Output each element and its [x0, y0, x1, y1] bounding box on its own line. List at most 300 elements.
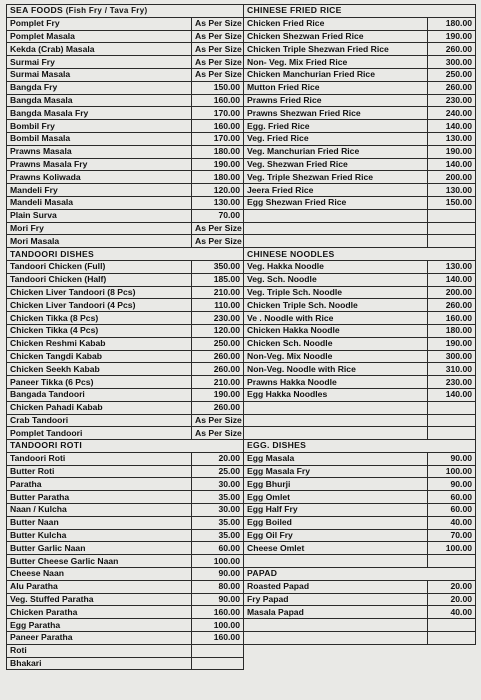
menu-item-price: 180.00 — [428, 324, 476, 337]
menu-item-row — [7, 580, 244, 593]
menu-item-name: Veg. Fried Rice — [244, 132, 428, 145]
menu-item-row — [244, 299, 476, 312]
menu-item-price — [192, 644, 244, 657]
menu-item-price: 160.00 — [192, 632, 244, 645]
menu-item-name: Bangada Tandoori — [7, 388, 192, 401]
blank-cell — [428, 222, 476, 235]
menu-item-row — [7, 388, 244, 401]
menu-item-row — [244, 542, 476, 555]
menu-item-price — [192, 657, 244, 670]
menu-item-name: Chicken Triple Sch. Noodle — [244, 299, 428, 312]
menu-item-price: 150.00 — [192, 81, 244, 94]
menu-item-row — [244, 68, 476, 81]
menu-item-price: 90.00 — [192, 568, 244, 581]
menu-item-row — [244, 81, 476, 94]
menu-item-price: 90.00 — [428, 452, 476, 465]
menu-item-row — [7, 414, 244, 427]
menu-item-name: Mandeli Fry — [7, 184, 192, 197]
menu-item-price: 20.00 — [192, 452, 244, 465]
menu-item-price: 170.00 — [192, 132, 244, 145]
menu-item-price: 140.00 — [428, 158, 476, 171]
tandoori-dishes-header-row — [7, 248, 244, 261]
blank-cell — [244, 555, 428, 568]
menu-item-price: 160.00 — [192, 94, 244, 107]
menu-item-name: Butter Naan — [7, 516, 192, 529]
menu-item-name: Bangda Masala — [7, 94, 192, 107]
menu-item-name: Egg Bhurji — [244, 478, 428, 491]
seafoods-heading — [7, 5, 244, 18]
menu-item-price: 60.00 — [192, 542, 244, 555]
blank-row — [244, 209, 476, 222]
menu-item-row — [7, 17, 244, 30]
menu-item-price: 190.00 — [428, 145, 476, 158]
menu-item-price: 80.00 — [192, 580, 244, 593]
menu-item-price: 160.00 — [428, 312, 476, 325]
menu-item-name: Butter Roti — [7, 465, 192, 478]
menu-item-row — [244, 363, 476, 376]
menu-item-price: 350.00 — [192, 260, 244, 273]
menu-item-row — [7, 30, 244, 43]
menu-item-name: Naan / Kulcha — [7, 504, 192, 517]
menu-item-name: Prawns Fried Rice — [244, 94, 428, 107]
blank-row — [244, 555, 476, 568]
blank-cell — [244, 414, 428, 427]
menu-item-name: Surmai Masala — [7, 68, 192, 81]
menu-item-name: Chicken Liver Tandoori (4 Pcs) — [7, 299, 192, 312]
menu-item-row — [244, 478, 476, 491]
menu-item-name: Cheese Omlet — [244, 542, 428, 555]
menu-item-price: 310.00 — [428, 363, 476, 376]
menu-item-price: 250.00 — [428, 68, 476, 81]
menu-item-price: 30.00 — [192, 504, 244, 517]
menu-item-row — [7, 222, 244, 235]
papad-header-row — [244, 568, 476, 581]
menu-item-name: Veg. Manchurian Fried Rice — [244, 145, 428, 158]
menu-item-row — [7, 120, 244, 133]
menu-item-name: Chicken Triple Shezwan Fried Rice — [244, 43, 428, 56]
menu-item-name: Crab Tandoori — [7, 414, 192, 427]
menu-item-row — [7, 184, 244, 197]
menu-item-row — [244, 516, 476, 529]
egg-dishes-title: EGG. DISHES — [247, 440, 307, 451]
blank-cell — [244, 235, 428, 248]
menu-item-name: Prawns Masala Fry — [7, 158, 192, 171]
menu-item-name: Veg. Sch. Noodle — [244, 273, 428, 286]
menu-item-row — [7, 337, 244, 350]
menu-item-price: 260.00 — [428, 299, 476, 312]
menu-item-price: 250.00 — [192, 337, 244, 350]
menu-item-row — [244, 337, 476, 350]
menu-item-price: 100.00 — [428, 465, 476, 478]
menu-item-price: 210.00 — [192, 286, 244, 299]
menu-item-name: Pomplet Masala — [7, 30, 192, 43]
menu-item-price: 190.00 — [428, 30, 476, 43]
menu-item-name: Egg Paratha — [7, 619, 192, 632]
left-column — [6, 4, 243, 670]
menu-item-row — [7, 376, 244, 389]
menu-item-row — [244, 171, 476, 184]
menu-item-row — [244, 580, 476, 593]
menu-item-price: 300.00 — [428, 56, 476, 69]
menu-item-row — [7, 657, 244, 670]
seafoods-subtitle: (Fish Fry / Tava Fry) — [65, 6, 148, 16]
menu-item-name: Chicken Tikka (4 Pcs) — [7, 324, 192, 337]
menu-item-price: As Per Size — [192, 68, 244, 81]
tandoori-roti-header-row — [7, 440, 244, 453]
menu-item-row — [244, 184, 476, 197]
menu-item-name: Chicken Hakka Noodle — [244, 324, 428, 337]
menu-item-row — [7, 504, 244, 517]
menu-item-name: Roti — [7, 644, 192, 657]
menu-item-price: 70.00 — [428, 529, 476, 542]
menu-item-name: Egg Half Fry — [244, 504, 428, 517]
menu-item-name: Bhakari — [7, 657, 192, 670]
menu-item-row — [7, 632, 244, 645]
menu-item-name: Prawns Koliwada — [7, 171, 192, 184]
blank-row — [244, 414, 476, 427]
menu-item-name: Ve . Noodle with Rice — [244, 312, 428, 325]
menu-item-price: 40.00 — [428, 606, 476, 619]
menu-item-row — [244, 491, 476, 504]
menu-item-name: Chicken Pahadi Kabab — [7, 401, 192, 414]
blank-cell — [428, 235, 476, 248]
menu-item-price: 150.00 — [428, 196, 476, 209]
blank-cell — [428, 619, 476, 632]
menu-item-price: As Per Size — [192, 427, 244, 440]
right-menu-table — [243, 4, 476, 645]
menu-item-row — [7, 555, 244, 568]
menu-item-price: As Per Size — [192, 414, 244, 427]
menu-item-row — [7, 260, 244, 273]
menu-item-price: 260.00 — [192, 363, 244, 376]
menu-item-name: Fry Papad — [244, 593, 428, 606]
blank-cell — [244, 222, 428, 235]
menu-item-row — [244, 145, 476, 158]
menu-item-name: Butter Kulcha — [7, 529, 192, 542]
menu-item-row — [7, 68, 244, 81]
menu-item-price: 110.00 — [192, 299, 244, 312]
menu-item-name: Mutton Fried Rice — [244, 81, 428, 94]
menu-item-name: Plain Surva — [7, 209, 192, 222]
egg-dishes-header-row — [244, 440, 476, 453]
menu-item-row — [244, 132, 476, 145]
menu-item-row — [244, 286, 476, 299]
menu-item-price: 160.00 — [192, 120, 244, 133]
menu-item-row — [244, 452, 476, 465]
egg-dishes-heading — [244, 440, 476, 453]
menu-item-name: Cheese Naan — [7, 568, 192, 581]
chinese-rice-heading — [244, 5, 476, 18]
menu-item-name: Bombil Masala — [7, 132, 192, 145]
menu-item-row — [7, 94, 244, 107]
menu-item-row — [244, 17, 476, 30]
menu-item-price: As Per Size — [192, 43, 244, 56]
menu-item-price: 190.00 — [192, 158, 244, 171]
blank-cell — [428, 209, 476, 222]
menu-item-row — [7, 43, 244, 56]
menu-item-price: 35.00 — [192, 529, 244, 542]
menu-item-row — [7, 491, 244, 504]
blank-row — [244, 401, 476, 414]
menu-item-row — [7, 401, 244, 414]
menu-item-price: 260.00 — [428, 81, 476, 94]
menu-item-price: 140.00 — [428, 120, 476, 133]
menu-item-name: Chicken Liver Tandoori (8 Pcs) — [7, 286, 192, 299]
menu-item-name: Veg. Shezwan Fried Rice — [244, 158, 428, 171]
blank-cell — [428, 632, 476, 645]
blank-cell — [428, 555, 476, 568]
menu-item-row — [7, 568, 244, 581]
menu-item-price: As Per Size — [192, 56, 244, 69]
tandoori-dishes-heading — [7, 248, 244, 261]
menu-item-price: As Per Size — [192, 30, 244, 43]
menu-item-price: 120.00 — [192, 324, 244, 337]
menu-item-row — [7, 145, 244, 158]
menu-item-row — [7, 593, 244, 606]
menu-item-row — [7, 465, 244, 478]
menu-item-name: Chicken Shezwan Fried Rice — [244, 30, 428, 43]
menu-item-row — [244, 94, 476, 107]
menu-item-row — [7, 606, 244, 619]
menu-item-price: 60.00 — [428, 504, 476, 517]
menu-item-name: Pomplet Fry — [7, 17, 192, 30]
menu-item-name: Egg. Fried Rice — [244, 120, 428, 133]
seafoods-header-row — [7, 5, 244, 18]
menu-item-price: 200.00 — [428, 171, 476, 184]
blank-row — [244, 632, 476, 645]
menu-item-name: Veg. Stuffed Paratha — [7, 593, 192, 606]
menu-item-name: Chicken Reshmi Kabab — [7, 337, 192, 350]
menu-item-row — [7, 171, 244, 184]
menu-item-name: Surmai Fry — [7, 56, 192, 69]
menu-item-name: Butter Cheese Garlic Naan — [7, 555, 192, 568]
menu-item-row — [7, 363, 244, 376]
menu-item-name: Paneer Paratha — [7, 632, 192, 645]
menu-item-row — [244, 376, 476, 389]
blank-row — [244, 427, 476, 440]
menu-item-row — [244, 465, 476, 478]
menu-item-name: Chicken Manchurian Fried Rice — [244, 68, 428, 81]
menu-item-row — [244, 324, 476, 337]
menu-item-price: 200.00 — [428, 286, 476, 299]
menu-item-name: Egg Omlet — [244, 491, 428, 504]
menu-item-price: 180.00 — [192, 171, 244, 184]
menu-item-name: Mori Masala — [7, 235, 192, 248]
menu-item-price: 260.00 — [428, 43, 476, 56]
menu-item-name: Egg Hakka Noodles — [244, 388, 428, 401]
menu-item-price: 100.00 — [192, 555, 244, 568]
menu-item-price: 180.00 — [428, 17, 476, 30]
menu-item-name: Veg. Triple Sch. Noodle — [244, 286, 428, 299]
menu-item-name: Paneer Tikka (6 Pcs) — [7, 376, 192, 389]
menu-item-name: Egg Shezwan Fried Rice — [244, 196, 428, 209]
menu-item-price: 35.00 — [192, 491, 244, 504]
chinese-noodles-title: CHINESE NOODLES — [247, 248, 335, 259]
menu-item-row — [7, 350, 244, 363]
menu-item-name: Masala Papad — [244, 606, 428, 619]
blank-cell — [244, 619, 428, 632]
menu-item-row — [244, 56, 476, 69]
menu-item-name: Non-Veg. Mix Noodle — [244, 350, 428, 363]
menu-item-name: Mandeli Masala — [7, 196, 192, 209]
menu-item-name: Egg Boiled — [244, 516, 428, 529]
menu-item-name: Prawns Shezwan Fried Rice — [244, 107, 428, 120]
menu-item-row — [244, 593, 476, 606]
papad-title: PAPAD — [247, 568, 278, 579]
menu-item-name: Bangda Fry — [7, 81, 192, 94]
menu-item-row — [7, 209, 244, 222]
blank-cell — [244, 632, 428, 645]
menu-item-row — [7, 312, 244, 325]
menu-item-name: Veg. Hakka Noodle — [244, 260, 428, 273]
menu-item-price: 230.00 — [428, 94, 476, 107]
blank-row — [244, 235, 476, 248]
menu-item-price: 90.00 — [428, 478, 476, 491]
menu-item-name: Veg. Triple Shezwan Fried Rice — [244, 171, 428, 184]
menu-item-row — [7, 56, 244, 69]
menu-item-price: 70.00 — [192, 209, 244, 222]
menu-item-price: 20.00 — [428, 580, 476, 593]
menu-item-row — [7, 324, 244, 337]
menu-item-row — [244, 606, 476, 619]
menu-item-name: Bombil Fry — [7, 120, 192, 133]
menu-item-price: As Per Size — [192, 17, 244, 30]
menu-item-price: 120.00 — [192, 184, 244, 197]
menu-item-row — [7, 299, 244, 312]
menu-item-row — [244, 30, 476, 43]
menu-item-price: 230.00 — [192, 312, 244, 325]
menu-item-row — [244, 273, 476, 286]
menu-item-row — [7, 286, 244, 299]
menu-item-row — [7, 619, 244, 632]
menu-item-row — [7, 273, 244, 286]
chinese-rice-title: CHINESE FRIED RICE — [247, 5, 342, 16]
menu-item-price: 300.00 — [428, 350, 476, 363]
menu-item-row — [7, 529, 244, 542]
menu-item-price: 140.00 — [428, 273, 476, 286]
papad-heading — [244, 568, 476, 581]
seafoods-title: SEA FOODS — [10, 5, 63, 16]
menu-item-name: Prawns Masala — [7, 145, 192, 158]
menu-item-row — [7, 132, 244, 145]
blank-cell — [244, 401, 428, 414]
blank-row — [244, 222, 476, 235]
chinese-noodles-header-row — [244, 248, 476, 261]
menu-item-row — [7, 516, 244, 529]
menu-item-price: 230.00 — [428, 376, 476, 389]
menu-item-price: 90.00 — [192, 593, 244, 606]
menu-item-name: Chicken Paratha — [7, 606, 192, 619]
menu-item-price: 40.00 — [428, 516, 476, 529]
menu-item-row — [7, 478, 244, 491]
tandoori-dishes-title: TANDOORI DISHES — [10, 248, 95, 259]
tandoori-roti-heading — [7, 440, 244, 453]
menu-item-price: 25.00 — [192, 465, 244, 478]
menu-item-price: 180.00 — [192, 145, 244, 158]
menu-item-price: 210.00 — [192, 376, 244, 389]
menu-item-row — [7, 427, 244, 440]
menu-item-price: 190.00 — [428, 337, 476, 350]
menu-item-price: 30.00 — [192, 478, 244, 491]
menu-item-price: 130.00 — [428, 184, 476, 197]
menu-item-price: 130.00 — [428, 132, 476, 145]
menu-item-name: Roasted Papad — [244, 580, 428, 593]
menu-item-row — [7, 542, 244, 555]
blank-cell — [428, 414, 476, 427]
chinese-noodles-heading — [244, 248, 476, 261]
menu-item-row — [244, 312, 476, 325]
menu-item-price: 260.00 — [192, 401, 244, 414]
menu-item-name: Chicken Tikka (8 Pcs) — [7, 312, 192, 325]
menu-item-row — [7, 452, 244, 465]
menu-item-name: Non-Veg. Noodle with Rice — [244, 363, 428, 376]
menu-item-name: Egg Oil Fry — [244, 529, 428, 542]
menu-item-price: As Per Size — [192, 235, 244, 248]
menu-item-name: Egg Masala Fry — [244, 465, 428, 478]
menu-item-name: Egg Masala — [244, 452, 428, 465]
menu-item-name: Jeera Fried Rice — [244, 184, 428, 197]
menu-item-name: Kekda (Crab) Masala — [7, 43, 192, 56]
menu-item-price: 190.00 — [192, 388, 244, 401]
blank-cell — [244, 427, 428, 440]
menu-item-row — [244, 260, 476, 273]
menu-item-row — [7, 107, 244, 120]
menu-item-row — [7, 81, 244, 94]
menu-item-name: Tandoori Chicken (Full) — [7, 260, 192, 273]
menu-item-name: Butter Paratha — [7, 491, 192, 504]
menu-item-name: Prawns Hakka Noodle — [244, 376, 428, 389]
blank-cell — [244, 209, 428, 222]
menu-item-row — [7, 196, 244, 209]
menu-item-price: 170.00 — [192, 107, 244, 120]
menu-item-name: Chicken Seekh Kabab — [7, 363, 192, 376]
menu-item-row — [244, 504, 476, 517]
menu-item-name: Chicken Fried Rice — [244, 17, 428, 30]
chinese-rice-header-row — [244, 5, 476, 18]
menu-item-row — [7, 235, 244, 248]
menu-item-price: 185.00 — [192, 273, 244, 286]
menu-item-price: 160.00 — [192, 606, 244, 619]
menu-item-row — [7, 644, 244, 657]
menu-item-row — [244, 43, 476, 56]
menu-item-name: Tandoori Chicken (Half) — [7, 273, 192, 286]
menu-item-name: Chicken Tangdi Kabab — [7, 350, 192, 363]
menu-item-name: Non- Veg. Mix Fried Rice — [244, 56, 428, 69]
menu-item-price: 20.00 — [428, 593, 476, 606]
menu-item-price: 130.00 — [192, 196, 244, 209]
menu-item-name: Alu Paratha — [7, 580, 192, 593]
menu-item-row — [7, 158, 244, 171]
menu-item-name: Pomplet Tandoori — [7, 427, 192, 440]
menu-item-price: 130.00 — [428, 260, 476, 273]
blank-row — [244, 619, 476, 632]
menu-item-row — [244, 158, 476, 171]
menu-item-price: 140.00 — [428, 388, 476, 401]
menu-item-row — [244, 120, 476, 133]
menu-item-price: 260.00 — [192, 350, 244, 363]
menu-item-name: Paratha — [7, 478, 192, 491]
menu-item-price: 35.00 — [192, 516, 244, 529]
menu-item-price: 100.00 — [192, 619, 244, 632]
menu-item-row — [244, 107, 476, 120]
blank-cell — [428, 401, 476, 414]
menu-item-row — [244, 196, 476, 209]
menu-item-price: 100.00 — [428, 542, 476, 555]
menu-item-name: Bangda Masala Fry — [7, 107, 192, 120]
menu-item-price: 60.00 — [428, 491, 476, 504]
menu-item-price: 240.00 — [428, 107, 476, 120]
menu-item-name: Mori Fry — [7, 222, 192, 235]
